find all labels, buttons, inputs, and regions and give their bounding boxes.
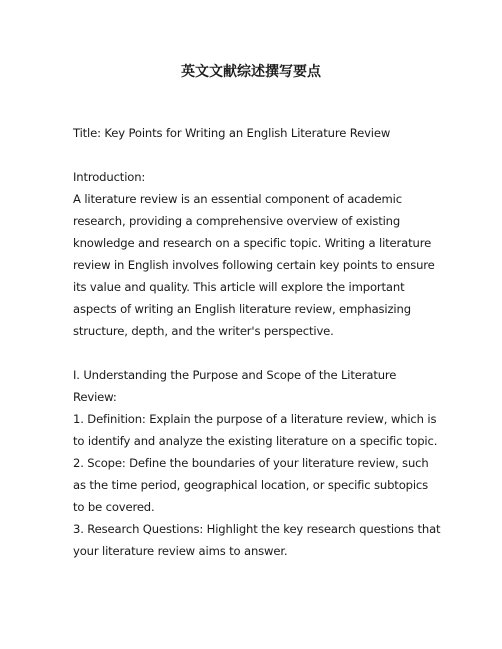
section1-heading-line: I. Understanding the Purpose and Scope of the Literature [73,368,397,382]
intro-line: its value and quality. This article will explore the important [73,280,405,294]
intro-line: review in English involves following certain key points to ensure [73,258,435,272]
spacer [73,144,433,166]
spacer [73,342,433,364]
document-body [73,122,441,562]
intro-line: knowledge and research on a specific topic. Writing a literature [73,236,432,250]
section1-item-definition [73,408,438,452]
item-line: as the time period, geographical location, or specific subtopics [73,478,429,492]
item-line: 1. Definition: Explain the purpose of a literature review, which is [73,412,437,426]
section1-heading-line: Review: [73,390,117,404]
item-line: to identify and analyze the existing literature on a specific topic. [73,434,438,448]
intro-line: A literature review is an essential component of academic [73,192,402,206]
intro-line: research, providing a comprehensive overview of existing [73,214,401,228]
section1-item-research-questions [73,518,441,562]
document-heading: 英文文献综述撰写要点 [181,64,321,80]
item-line: 3. Research Questions: Highlight the key research questions that [73,522,441,536]
section1-item-scope [73,452,433,518]
intro-line: aspects of writing an English literature review, emphasizing [73,302,411,316]
item-line: your literature review aims to answer. [73,544,288,558]
intro-paragraph [73,188,433,342]
title-line: Title: Key Points for Writing an English Literature Review [73,126,391,140]
section1-heading [73,364,433,408]
item-line: 2. Scope: Define the boundaries of your literature review, such [73,456,429,470]
item-line: to be covered. [73,500,155,514]
intro-heading: Introduction: [73,170,146,184]
intro-line: structure, depth, and the writer's perspective. [73,324,334,338]
